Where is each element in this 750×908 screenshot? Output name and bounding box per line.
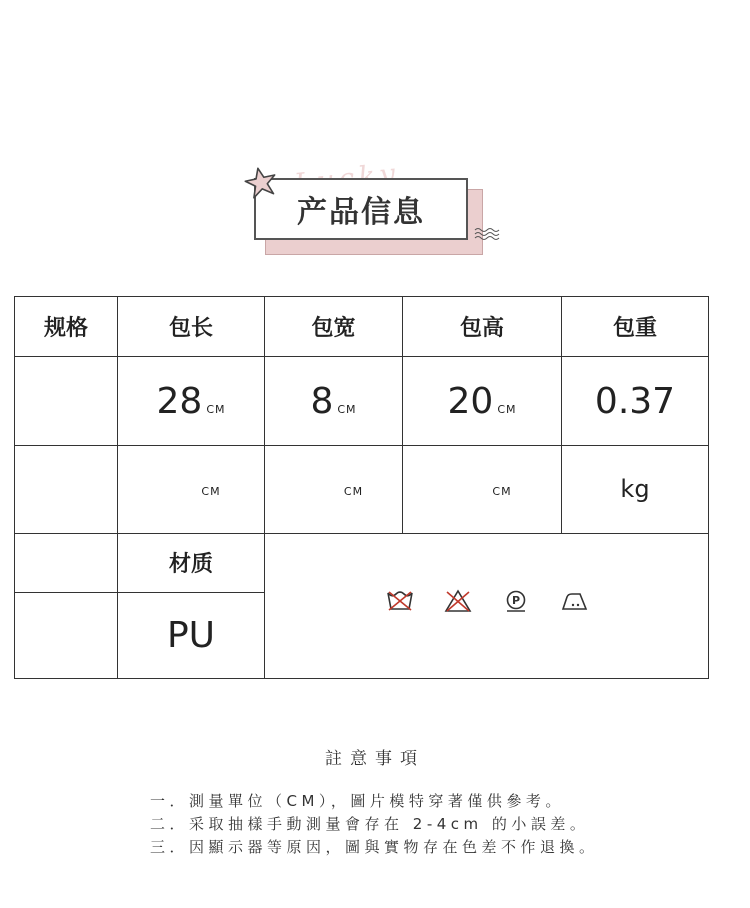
unit-kg: kg — [620, 475, 650, 504]
length-cell — [118, 357, 265, 446]
length-value: 28 — [156, 380, 203, 422]
table-row — [15, 533, 709, 592]
notes-title: 註意事項 — [325, 749, 425, 769]
weight-cell — [562, 446, 709, 533]
spec-cell — [15, 357, 118, 446]
material-value: PU — [166, 614, 216, 656]
length-cell — [118, 446, 265, 533]
unit-cm: CM — [492, 484, 512, 498]
care-cell — [265, 533, 709, 678]
note-item: 一．測量單位（CM），圖片模特穿著僅供參考。 — [150, 792, 565, 810]
width-cell — [265, 357, 403, 446]
page-title: 产品信息 — [297, 195, 425, 230]
notes-list — [150, 790, 599, 859]
header-height: 包高 — [403, 297, 562, 357]
no-bleach-icon — [444, 589, 472, 613]
table-row — [15, 446, 709, 533]
height-cell — [403, 446, 562, 533]
note-item: 二．采取抽樣手動測量會存在 2-4cm 的小誤差。 — [150, 815, 590, 833]
dry-clean-p-icon — [502, 589, 530, 613]
title-box — [254, 178, 468, 240]
unit-cm: CM — [343, 484, 364, 498]
care-icons — [265, 589, 708, 613]
header-spec: 规格 — [15, 297, 118, 357]
weight-value: 0.37 — [594, 380, 676, 422]
no-wash-icon — [386, 589, 414, 613]
unit-cm: CM — [201, 484, 221, 498]
title-badge — [244, 166, 514, 262]
iron-icon — [560, 589, 588, 613]
unit-cm: CM — [497, 402, 517, 416]
material-label: 材质 — [118, 533, 265, 592]
header-weight: 包重 — [562, 297, 709, 357]
width-value: 8 — [310, 380, 334, 422]
unit-cm: CM — [337, 402, 357, 416]
material-cell — [118, 592, 265, 678]
unit-cm: CM — [206, 402, 226, 416]
note-item: 三．因顯示器等原因，圖與實物存在色差不作退換。 — [150, 838, 599, 856]
table-row — [15, 357, 709, 446]
table-header-row — [15, 297, 709, 357]
height-value: 20 — [447, 380, 494, 422]
spec-cell — [15, 533, 118, 592]
width-cell — [265, 446, 403, 533]
svg-text:P: P — [511, 593, 520, 607]
spec-table — [14, 296, 708, 679]
waves-icon — [474, 226, 502, 242]
star-icon — [244, 166, 278, 200]
header-width: 包宽 — [265, 297, 403, 357]
spec-cell — [15, 592, 118, 678]
spec-cell — [15, 446, 118, 533]
weight-cell — [562, 357, 709, 446]
header-length: 包长 — [118, 297, 265, 357]
height-cell — [403, 357, 562, 446]
